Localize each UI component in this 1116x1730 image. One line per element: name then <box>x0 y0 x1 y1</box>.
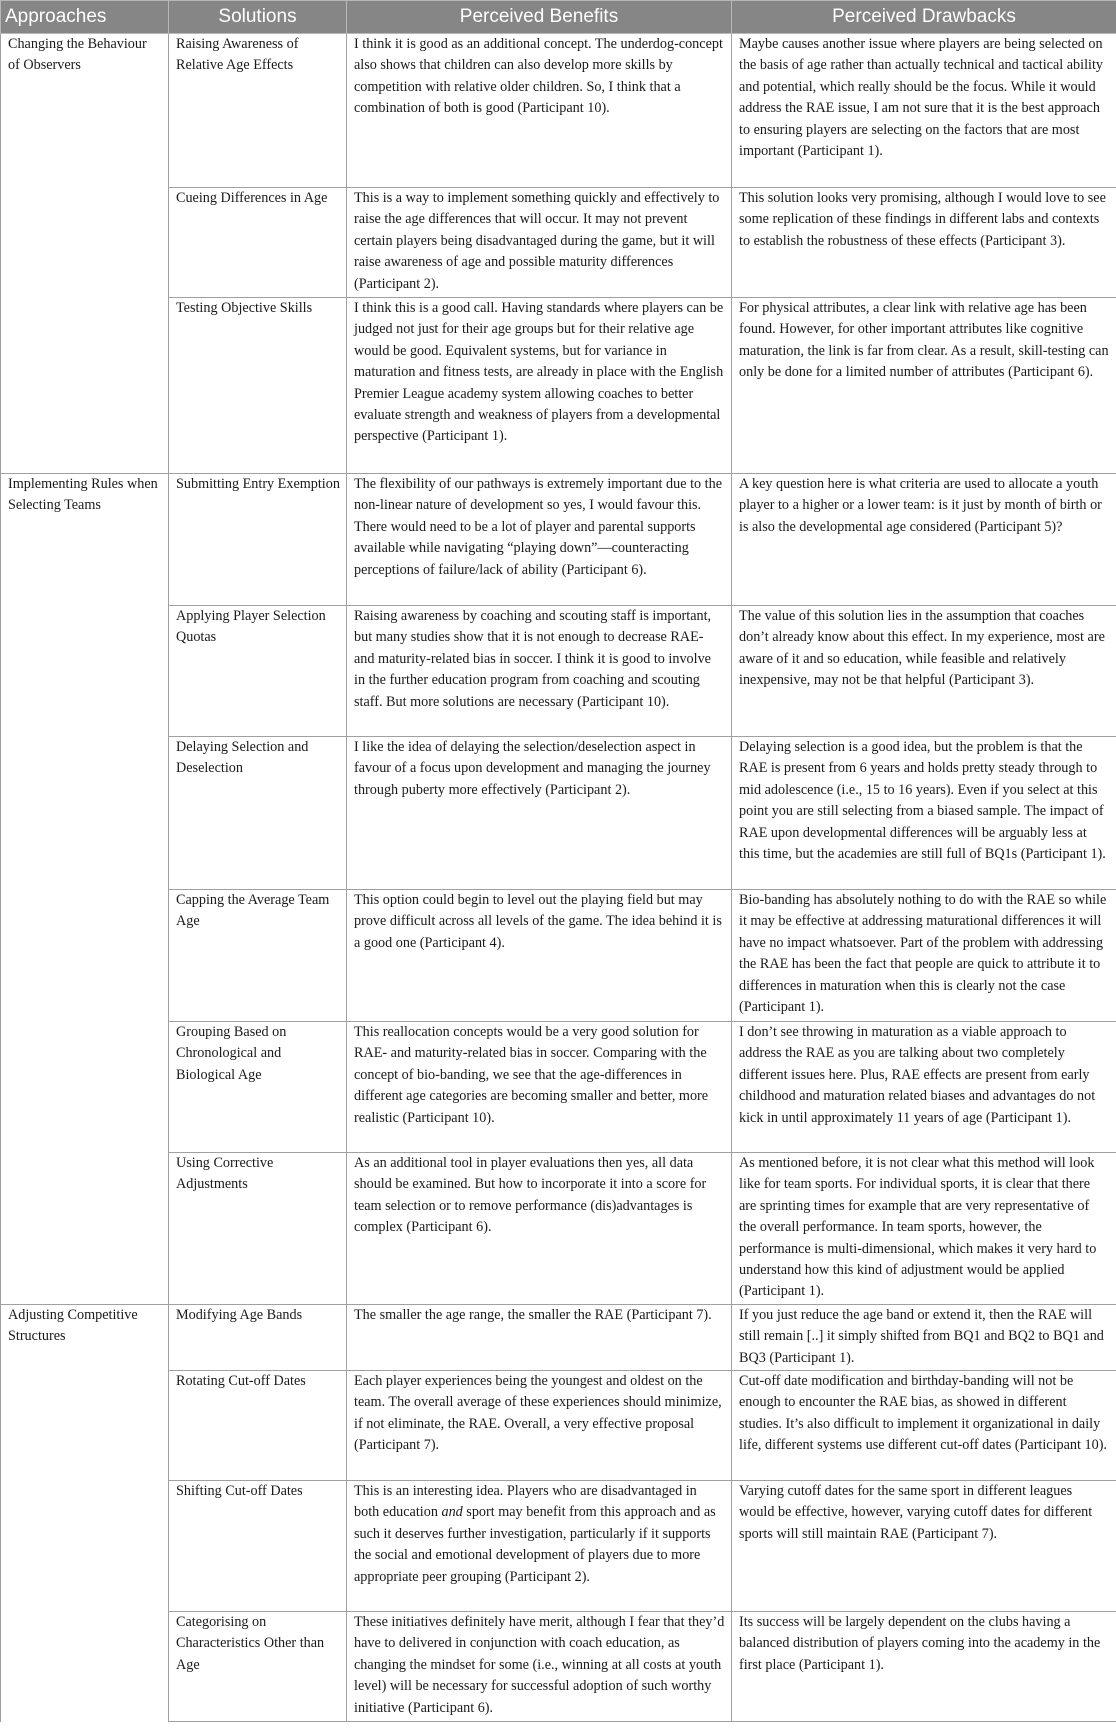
solution-cell: Shifting Cut-off Dates <box>169 1481 347 1612</box>
table-row <box>1 34 1116 188</box>
solution-cell: Submitting Entry Exemption <box>169 474 347 606</box>
approach-cell: Changing the Behaviour of Observers <box>1 34 169 188</box>
header-approaches: Approaches <box>1 1 169 34</box>
approach-cell-continued <box>1 1481 169 1612</box>
drawback-cell: Cut-off date modification and birthday-banding will not be enough to encounter the RAE bias, as showed in different studies. It’s also difficult to implement it organizational in daily life, different systems use different cut-off dates (Participant 10). <box>732 1371 1116 1481</box>
header-row <box>1 1 1116 34</box>
drawback-cell: Delaying selection is a good idea, but the problem is that the RAE is present from 6 years and holds pretty steady through to mid adolescence (i.e., 15 to 16 years). Even if you select at this point you are still selecting from a biased sample. The impact of RAE upon developmental differences will be arguably less at this time, but the academies are still full of BQ1s (Participant 1). <box>732 737 1116 890</box>
approach-cell-continued <box>1 890 169 1022</box>
table-row <box>1 1612 1116 1722</box>
table-row <box>1 737 1116 890</box>
table-row <box>1 298 1116 474</box>
header-perceived-benefits: Perceived Benefits <box>347 1 732 34</box>
benefit-cell: As an additional tool in player evaluations then yes, all data should be examined. But how to incorporate it into a score for team selection or to remove performance (dis)advantages is complex (Participant 6). <box>347 1153 732 1305</box>
drawback-cell: Maybe causes another issue where players are being selected on the basis of age rather than actually technical and tactical ability and potential, which really should be the focus. While it would address the RAE issue, I am not sure that it is the best approach to ensuring players are selecting on the factors that are most important (Participant 1). <box>732 34 1116 188</box>
approach-cell-continued <box>1 1612 169 1722</box>
table-row <box>1 474 1116 606</box>
solution-cell: Delaying Selection and Deselection <box>169 737 347 890</box>
approach-cell-continued <box>1 1153 169 1305</box>
drawback-cell: The value of this solution lies in the assumption that coaches don’t already know about this effect. In my experience, most are aware of it and so education, while feasible and relatively inexpensive, may not be that helpful (Participant 3). <box>732 606 1116 737</box>
benefit-cell: Raising awareness by coaching and scouting staff is important, but many studies show that it is not enough to decrease RAE- and maturity-related bias in soccer. I think it is good to involve in the further education program from coaching and scouting staff. But more solutions are necessary (Participant 10). <box>347 606 732 737</box>
table-row <box>1 188 1116 298</box>
solution-cell: Rotating Cut-off Dates <box>169 1371 347 1481</box>
drawback-cell: I don’t see throwing in maturation as a viable approach to address the RAE as you are talking about two completely different issues here. Plus, RAE effects are present from early childhood and maturation related biases and advantages do not kick in until approximately 11 years of age (Participant 1). <box>732 1022 1116 1153</box>
drawback-cell: Its success will be largely dependent on the clubs having a balanced distribution of players coming into the academy in the first place (Participant 1). <box>732 1612 1116 1722</box>
approach-cell-continued <box>1 606 169 737</box>
benefit-cell: Each player experiences being the youngest and oldest on the team. The overall average of these experiences should minimize, if not eliminate, the RAE. Overall, a very effective proposal (Participant 7). <box>347 1371 732 1481</box>
solution-cell: Using Corrective Adjustments <box>169 1153 347 1305</box>
approach-cell: Adjusting Competitive Structures <box>1 1305 169 1371</box>
approach-cell-continued <box>1 298 169 474</box>
benefit-cell: I think this is a good call. Having standards where players can be judged not just for their age groups but for their relative age would be good. Equivalent systems, but for variance in maturation and fitness tests, are already in place with the English Premier League academy system allowing coaches to better evaluate strength and weakness of players from a developmental perspective (Participant 1). <box>347 298 732 474</box>
solution-cell: Cueing Differences in Age <box>169 188 347 298</box>
benefit-cell: The flexibility of our pathways is extremely important due to the non-linear nature of development so yes, I would favour this. There would need to be a lot of player and parental supports available while navigating “playing down”—counteracting perceptions of failure/lack of ability (Participant 6). <box>347 474 732 606</box>
approach-cell-continued <box>1 737 169 890</box>
drawback-cell: A key question here is what criteria are used to allocate a youth player to a higher or a lower team: is it just by month of birth or is also the developmental age considered (Participant 5)? <box>732 474 1116 606</box>
benefit-cell <box>347 1481 732 1612</box>
approach-cell-continued <box>1 1022 169 1153</box>
approach-cell-continued <box>1 188 169 298</box>
benefit-cell: This option could begin to level out the playing field but may prove difficult across all levels of the game. The idea behind it is a good one (Participant 4). <box>347 890 732 1022</box>
benefit-cell: I think it is good as an additional concept. The underdog-concept also shows that children can also develop more skills by competition with relative older children. So, I think that a combination of both is good (Participant 10). <box>347 34 732 188</box>
drawback-cell: Varying cutoff dates for the same sport in different leagues would be effective, however, varying cutoff dates for different sports will still maintain RAE (Participant 7). <box>732 1481 1116 1612</box>
drawback-cell: If you just reduce the age band or extend it, then the RAE will still remain [..] it simply shifted from BQ1 and BQ2 to BQ1 and BQ3 (Participant 1). <box>732 1305 1116 1371</box>
drawback-cell: For physical attributes, a clear link with relative age has been found. However, for other important attributes like cognitive maturation, the link is far from clear. As a result, skill-testing can only be done for a limited number of attributes (Participant 6). <box>732 298 1116 474</box>
table-row <box>1 1371 1116 1481</box>
benefit-cell: The smaller the age range, the smaller the RAE (Participant 7). <box>347 1305 732 1371</box>
solution-cell: Categorising on Characteristics Other than Age <box>169 1612 347 1722</box>
benefit-cell: I like the idea of delaying the selection/deselection aspect in favour of a focus upon development and managing the journey through puberty more effectively (Participant 2). <box>347 737 732 890</box>
solution-cell: Testing Objective Skills <box>169 298 347 474</box>
table-row <box>1 1022 1116 1153</box>
solution-cell: Grouping Based on Chronological and Biological Age <box>169 1022 347 1153</box>
table-row <box>1 1481 1116 1612</box>
drawback-cell: Bio-banding has absolutely nothing to do with the RAE so while it may be effective at addressing maturational differences it will have no impact whatsoever. Part of the problem with addressing the RAE has been the fact that people are quick to attribute it to differences in maturation when this is clearly not the case (Participant 1). <box>732 890 1116 1022</box>
drawback-cell: This solution looks very promising, although I would love to see some replication of these findings in different labs and contexts to establish the robustness of these effects (Participant 3). <box>732 188 1116 298</box>
table-row <box>1 1305 1116 1371</box>
benefit-text-post: sport may benefit from this approach and as such it deserves further investigation, particularly if it supports the social and emotional development of players due to more appropriate peer grouping (Participant 2). <box>354 1504 716 1585</box>
benefit-cell: This is a way to implement something quickly and effectively to raise the age differences that will occur. It may not prevent certain players being disadvantaged during the game, but it will raise awareness of age and possible maturity differences (Participant 2). <box>347 188 732 298</box>
benefit-cell: This reallocation concepts would be a very good solution for RAE- and maturity-related bias in soccer. Comparing with the concept of bio-banding, we see that the age-differences in different age categories are becoming smaller and better, more realistic (Participant 10). <box>347 1022 732 1153</box>
solution-cell: Applying Player Selection Quotas <box>169 606 347 737</box>
table-row <box>1 890 1116 1022</box>
drawback-cell: As mentioned before, it is not clear what this method will look like for team sports. For individual sports, it is clear that there are sprinting times for example that are very representative of the overall performance. In team sports, however, the performance is multi-dimensional, which makes it very hard to understand how this kind of adjustment would be applied (Participant 1). <box>732 1153 1116 1305</box>
approach-cell: Implementing Rules when Selecting Teams <box>1 474 169 606</box>
benefit-text-emphasis: and <box>441 1504 463 1521</box>
solution-cell: Raising Awareness of Relative Age Effects <box>169 34 347 188</box>
header-solutions: Solutions <box>169 1 347 34</box>
solution-cell: Modifying Age Bands <box>169 1305 347 1371</box>
approach-cell-continued <box>1 1371 169 1481</box>
solution-cell: Capping the Average Team Age <box>169 890 347 1022</box>
benefit-cell: These initiatives definitely have merit, although I fear that they’d have to delivered in conjunction with coach education, as changing the mindset for some (i.e., winning at all costs at youth level) will be necessary for successful adoption of such worthy initiative (Participant 6). <box>347 1612 732 1722</box>
table-row <box>1 1153 1116 1305</box>
header-perceived-drawbacks: Perceived Drawbacks <box>732 1 1116 34</box>
benefit-text-pre: This is an interesting idea. Players who are disadvantaged in both education <box>354 1483 697 1521</box>
table-row <box>1 606 1116 737</box>
